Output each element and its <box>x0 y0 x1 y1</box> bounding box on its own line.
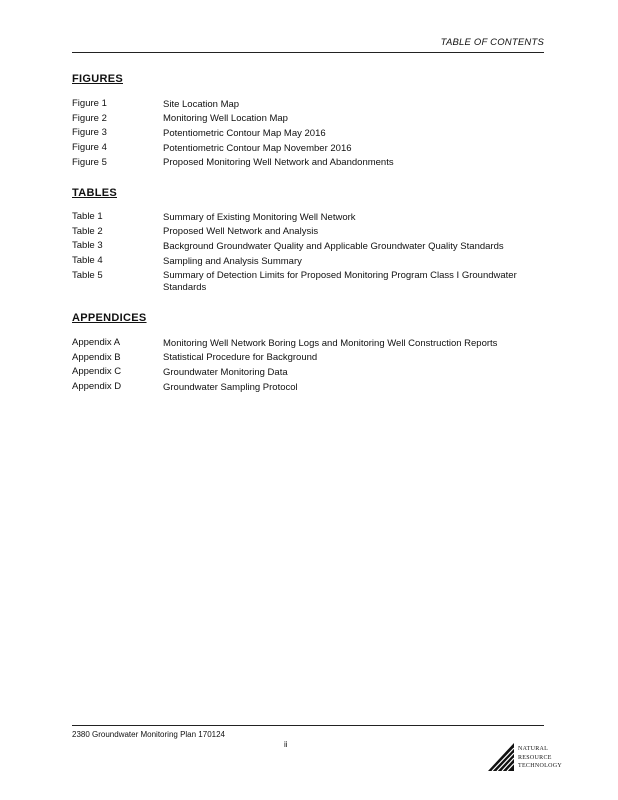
figures-list <box>72 97 544 171</box>
list-item <box>72 336 544 351</box>
logo-line: RESOURCE <box>518 754 552 761</box>
footer-divider <box>72 725 544 726</box>
figure-label: Figure 3 <box>72 127 107 139</box>
table-title: Sampling and Analysis Summary <box>163 255 302 267</box>
figures-heading: FIGURES <box>72 73 123 85</box>
figure-label: Figure 1 <box>72 98 107 109</box>
figure-title: Site Location Map <box>163 98 240 110</box>
table-title: Summary of Detection Limits for Proposed Monitoring Program Class I Groundwater Standards <box>163 270 517 293</box>
list-item <box>72 269 544 294</box>
list-item <box>72 141 544 156</box>
list-item <box>72 351 544 366</box>
appendix-title: Groundwater Monitoring Data <box>163 366 288 378</box>
tables-heading: TABLES <box>72 187 117 199</box>
table-title: Summary of Existing Monitoring Well Network <box>163 211 356 223</box>
appendices-heading: APPENDICES <box>72 312 147 324</box>
list-item <box>72 97 544 112</box>
figure-label: Figure 4 <box>72 142 107 154</box>
figure-label: Figure 5 <box>72 156 107 168</box>
table-label: Table 4 <box>72 255 103 267</box>
page-number: ii <box>284 740 288 749</box>
appendix-title: Statistical Procedure for Background <box>163 352 318 364</box>
header-divider <box>72 52 544 53</box>
list-item <box>72 126 544 141</box>
appendix-label: Appendix C <box>72 366 122 378</box>
logo-wordmark <box>518 745 562 771</box>
table-title: Background Groundwater Quality and Applicable Groundwater Quality Standards <box>163 240 504 252</box>
table-label: Table 2 <box>72 225 103 237</box>
figure-title: Potentiometric Contour Map November 2016 <box>163 142 352 154</box>
list-item <box>72 210 544 225</box>
page-header-title: TABLE OF CONTENTS <box>440 37 544 48</box>
logo-line: NATURAL <box>518 746 549 752</box>
figure-title: Proposed Monitoring Well Network and Abandonments <box>163 157 394 169</box>
logo-line: TECHNOLOGY <box>518 763 562 769</box>
table-label: Table 5 <box>72 269 103 281</box>
table-title: Proposed Well Network and Analysis <box>163 226 319 238</box>
appendix-label: Appendix A <box>72 337 121 348</box>
appendix-title: Groundwater Sampling Protocol <box>163 381 298 393</box>
nrt-logo-icon <box>484 741 516 773</box>
figure-label: Figure 2 <box>72 112 107 124</box>
table-label: Table 3 <box>72 240 103 252</box>
list-item <box>72 380 544 395</box>
appendix-label: Appendix B <box>72 351 121 363</box>
appendix-label: Appendix D <box>72 381 122 393</box>
tables-list <box>72 210 544 293</box>
figure-title: Monitoring Well Location Map <box>163 113 288 125</box>
table-label: Table 1 <box>72 211 103 222</box>
appendix-title: Monitoring Well Network Boring Logs and Monitoring Well Construction Reports <box>163 337 498 349</box>
figure-title: Potentiometric Contour Map May 2016 <box>163 127 326 139</box>
list-item <box>72 225 544 240</box>
appendices-list <box>72 336 544 395</box>
list-item <box>72 254 544 269</box>
list-item <box>72 239 544 254</box>
list-item <box>72 112 544 127</box>
footer-document-id: 2380 Groundwater Monitoring Plan 170124 <box>72 730 225 739</box>
list-item <box>72 365 544 380</box>
list-item <box>72 156 544 171</box>
